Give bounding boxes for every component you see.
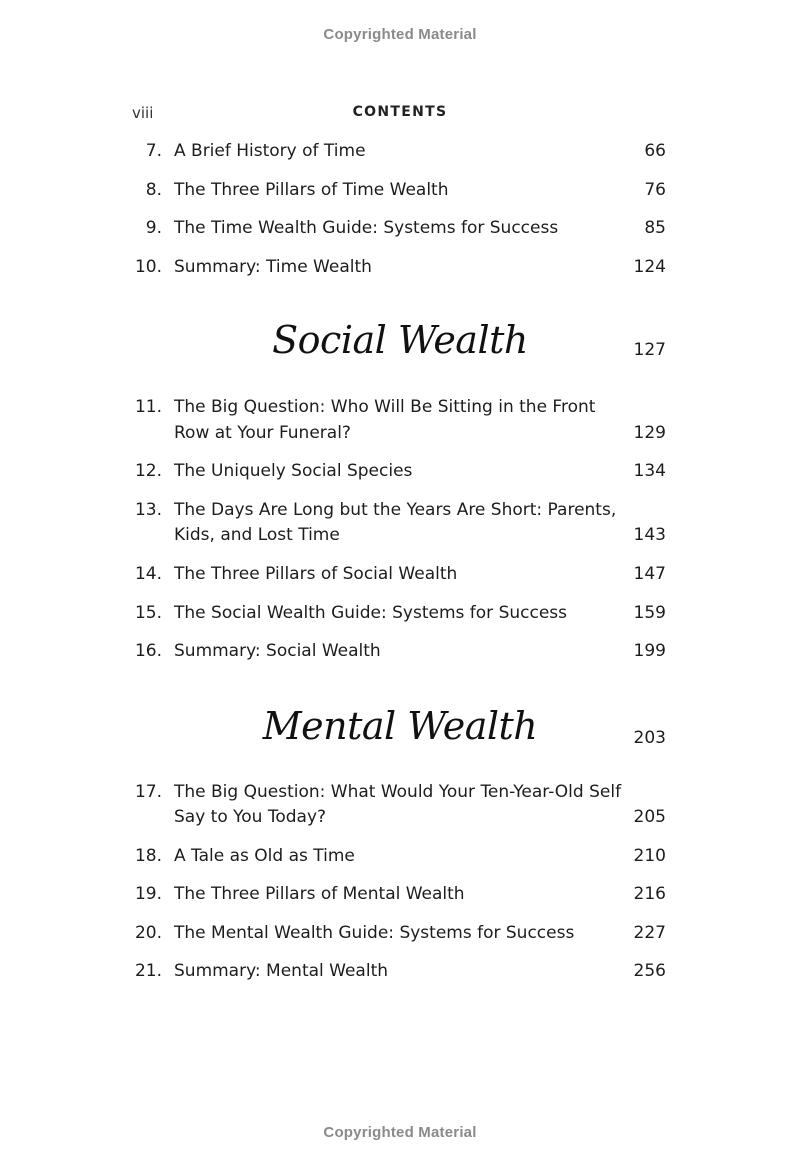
- watermark-bottom: Copyrighted Material: [323, 1124, 477, 1141]
- entry-page: 227: [633, 923, 666, 943]
- entry-page: 210: [633, 846, 666, 866]
- watermark-top: Copyrighted Material: [323, 26, 477, 43]
- entry-number: 13.: [134, 500, 162, 520]
- entry-number: 19.: [134, 884, 162, 904]
- section-page: 203: [633, 728, 666, 748]
- entry-title: Summary: Mental Wealth: [174, 961, 389, 981]
- entry-page: 205: [633, 807, 666, 827]
- entry-title: The Time Wealth Guide: Systems for Success: [174, 218, 559, 238]
- entry-title: A Tale as Old as Time: [174, 846, 355, 866]
- entry-title: The Three Pillars of Mental Wealth: [174, 884, 465, 904]
- running-head: [0, 104, 800, 124]
- entry-title: The Days Are Long but the Years Are Short: Parents,: [174, 500, 617, 520]
- entry-number: 8.: [145, 180, 162, 200]
- section-title: Mental Wealth: [262, 704, 538, 748]
- entry-page: 134: [633, 461, 666, 481]
- entry-page: 216: [633, 884, 666, 904]
- section-page: 127: [633, 340, 666, 360]
- entry-title: The Three Pillars of Time Wealth: [174, 180, 449, 200]
- entry-number: 12.: [134, 461, 162, 481]
- entry-title-continued: Kids, and Lost Time: [174, 525, 340, 545]
- entry-title-continued: Say to You Today?: [174, 807, 327, 827]
- entry-title: The Big Question: Who Will Be Sitting in the Front: [174, 397, 596, 417]
- entry-page: 124: [633, 257, 666, 277]
- entry-title: Summary: Social Wealth: [174, 641, 381, 661]
- entry-title: The Uniquely Social Species: [174, 461, 413, 481]
- entry-page: 256: [633, 961, 666, 981]
- entry-page: 76: [644, 180, 666, 200]
- entry-page: 147: [633, 564, 666, 584]
- entry-title: The Three Pillars of Social Wealth: [174, 564, 458, 584]
- entry-title: The Mental Wealth Guide: Systems for Success: [174, 923, 575, 943]
- entry-title: Summary: Time Wealth: [174, 257, 372, 277]
- entry-number: 18.: [134, 846, 162, 866]
- entry-number: 21.: [134, 961, 162, 981]
- entry-number: 14.: [134, 564, 162, 584]
- entry-page: 199: [633, 641, 666, 661]
- entry-page: 129: [633, 423, 666, 443]
- entry-page: 143: [633, 525, 666, 545]
- entry-title-continued: Row at Your Funeral?: [174, 423, 351, 443]
- entry-number: 17.: [134, 782, 162, 802]
- section-title: Social Wealth: [272, 318, 528, 362]
- entry-title: A Brief History of Time: [174, 141, 366, 161]
- entry-page: 159: [633, 603, 666, 623]
- contents-label: CONTENTS: [352, 104, 448, 120]
- entry-number: 20.: [134, 923, 162, 943]
- entry-number: 10.: [134, 257, 162, 277]
- entry-number: 15.: [134, 603, 162, 623]
- entry-number: 9.: [145, 218, 162, 238]
- entry-title: The Big Question: What Would Your Ten-Year-Old Self: [174, 782, 622, 802]
- entry-page: 66: [644, 141, 666, 161]
- entry-number: 16.: [134, 641, 162, 661]
- entry-number: 11.: [134, 397, 162, 417]
- entry-title: The Social Wealth Guide: Systems for Success: [174, 603, 568, 623]
- page-number: viii: [132, 104, 154, 122]
- entry-number: 7.: [145, 141, 162, 161]
- entry-page: 85: [644, 218, 666, 238]
